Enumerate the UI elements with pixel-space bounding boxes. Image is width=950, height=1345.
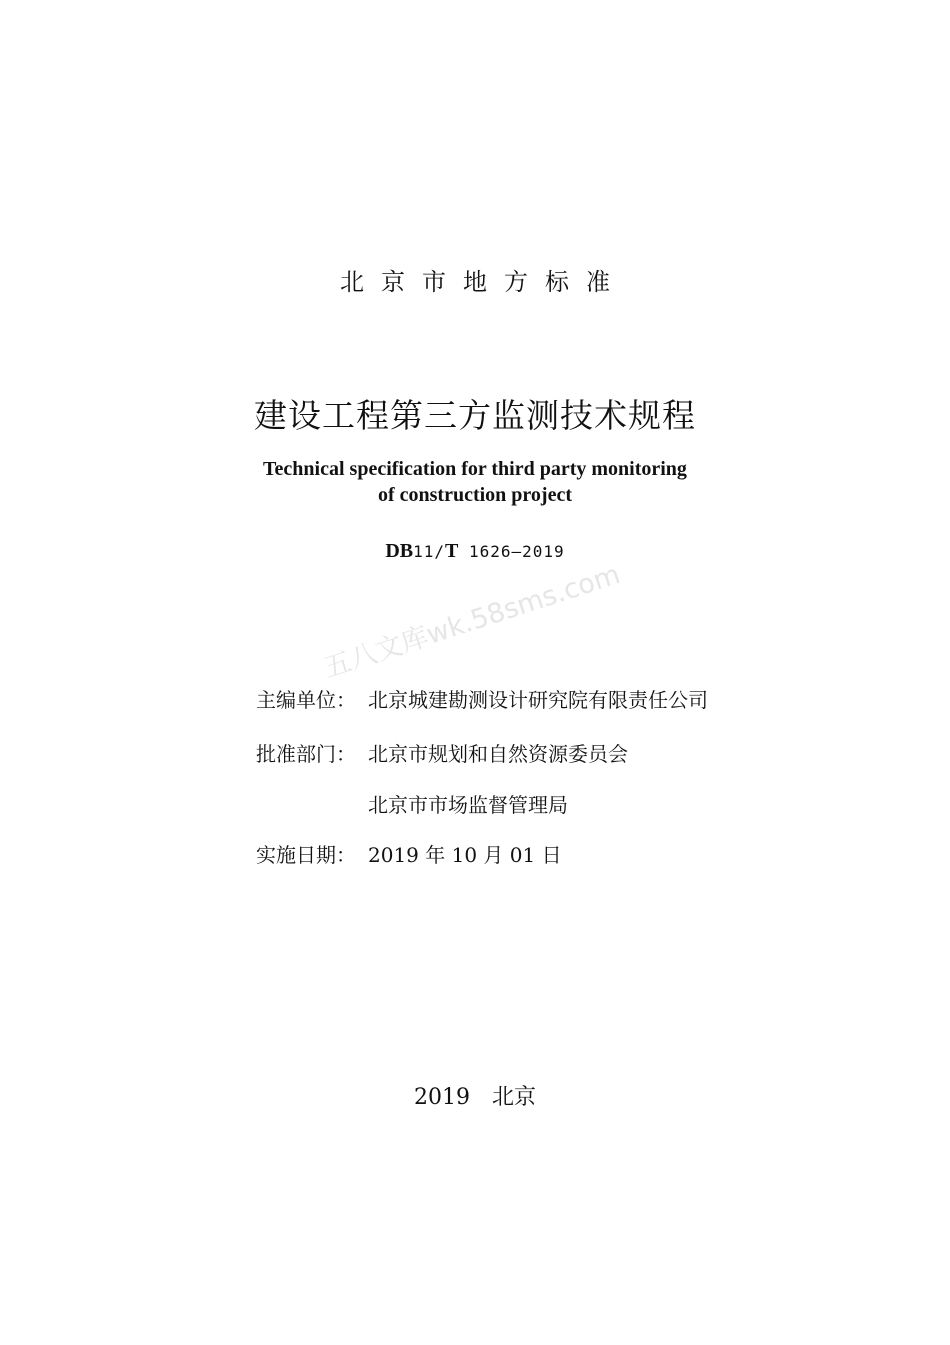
standard-code-type: T bbox=[445, 540, 459, 562]
title-english-line2: of construction project bbox=[377, 484, 573, 506]
editor-row bbox=[256, 684, 708, 713]
approve-label: 批准部门： bbox=[256, 742, 356, 766]
approve-value-2: 北京市市场监督管理局 bbox=[368, 793, 568, 817]
approve-row bbox=[256, 738, 628, 767]
standard-code-value: 1626—2019 bbox=[458, 542, 565, 561]
editor-label: 主编单位： bbox=[256, 688, 356, 712]
standard-code-prefix: DB bbox=[385, 540, 414, 562]
approve-value-1: 北京市规划和自然资源委员会 bbox=[368, 742, 628, 766]
date-row bbox=[256, 839, 562, 868]
title-english bbox=[0, 456, 950, 508]
title-chinese: 建设工程第三方监测技术规程 bbox=[254, 396, 696, 435]
standard-code-number: 11/ bbox=[413, 542, 446, 561]
editor-value: 北京城建勘测设计研究院有限责任公司 bbox=[368, 688, 708, 712]
standard-category: 北京市地方标准 bbox=[340, 268, 627, 296]
approve-row-2 bbox=[368, 789, 568, 818]
footer-year-place: 2019 北京 bbox=[414, 1085, 536, 1110]
date-label: 实施日期： bbox=[256, 843, 356, 867]
date-value: 2019 年 10 月 01 日 bbox=[368, 843, 562, 867]
title-english-line1: Technical specification for third party monitoring bbox=[263, 458, 687, 480]
watermark: 五八文库wk.58sms.com bbox=[320, 559, 624, 685]
standard-code bbox=[0, 540, 950, 563]
